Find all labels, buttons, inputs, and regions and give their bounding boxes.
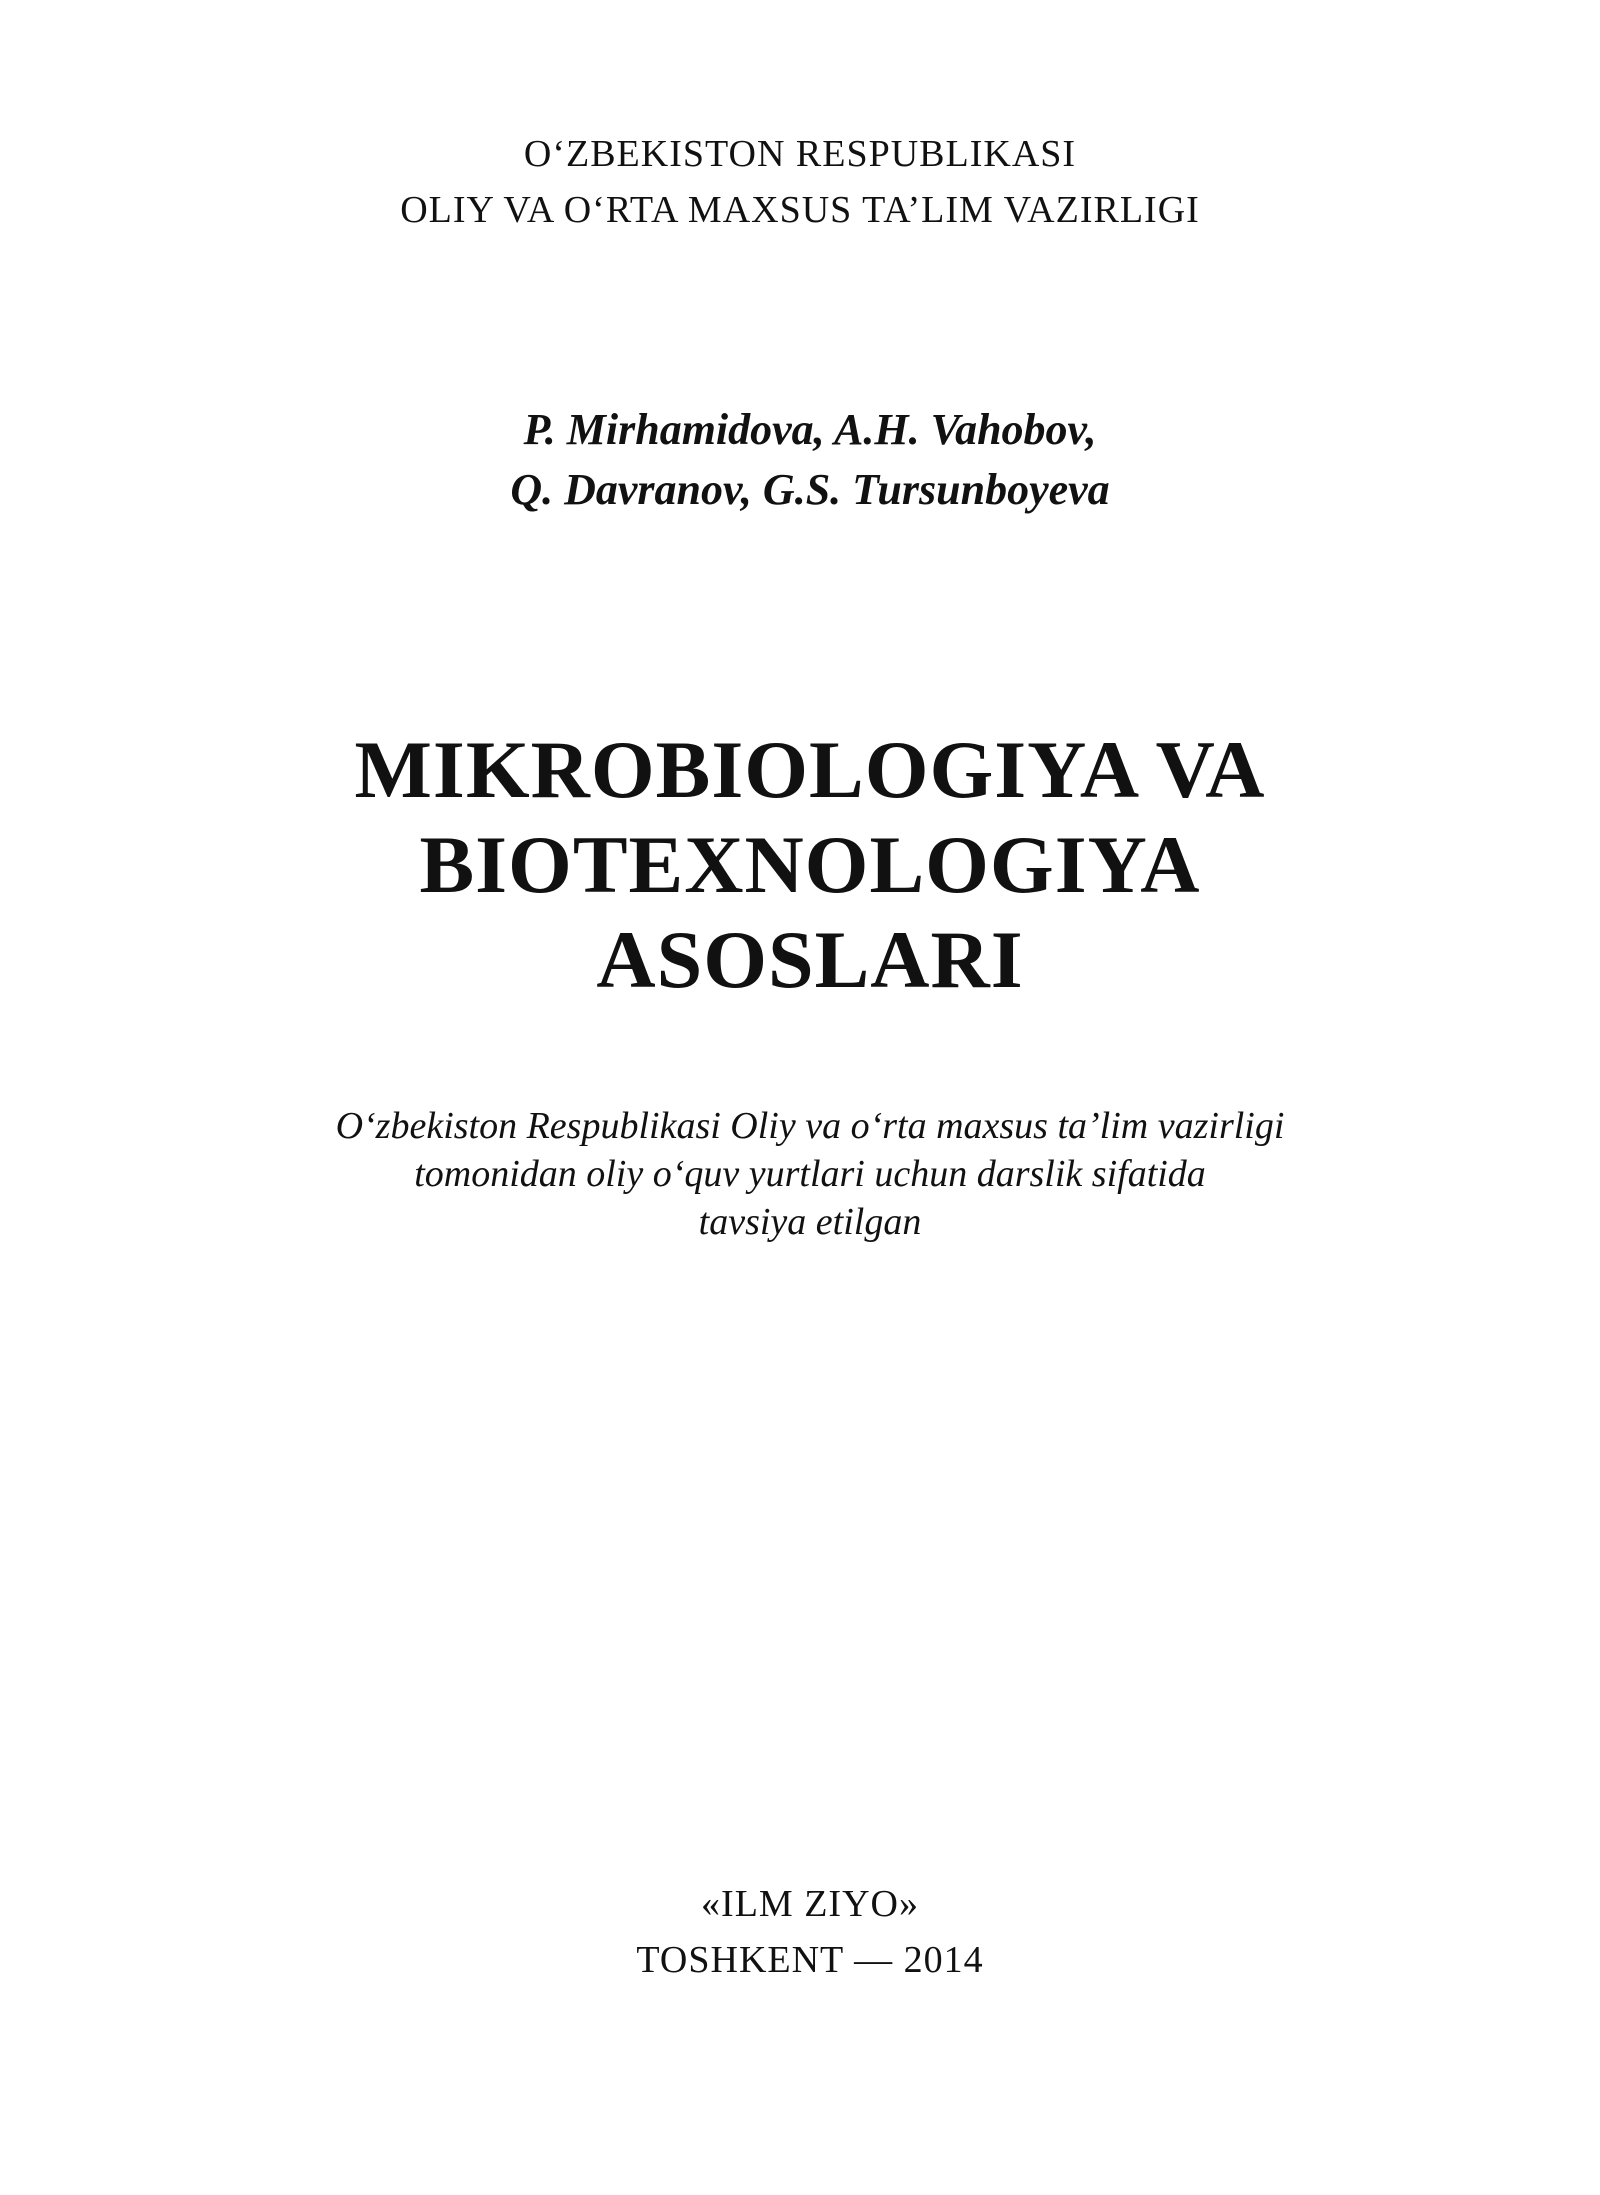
recommendation-line-1: O‘zbekiston Respublikasi Oliy va o‘rta maxsus ta’lim vazirligi: [335, 1105, 1285, 1147]
recommendation-line-2: tomonidan oliy o‘quv yurtlari uchun darslik sifatida: [414, 1153, 1206, 1195]
authors-line-2: Q. Davranov, G.S. Tursunboyeva: [510, 465, 1110, 514]
book-title: [0, 722, 1600, 1007]
ministry-line-1: O‘ZBEKISTON RESPUBLIKASI: [523, 133, 1077, 175]
publisher-name: «ILM ZIYO»: [701, 1883, 919, 1925]
recommendation-line-3: tavsiya etilgan: [698, 1201, 922, 1243]
book-title-line-2: BIOTEXNOLOGIYA: [419, 819, 1201, 910]
book-title-line-1: MIKROBIOLOGIYA VA: [354, 724, 1266, 815]
book-title-line-3: ASOSLARI: [596, 914, 1024, 1005]
ministry-line-2: OLIY VA O‘RTA MAXSUS TA’LIM VAZIRLIGI: [400, 189, 1200, 231]
authors-line-1: P. Mirhamidova, A.H. Vahobov,: [523, 405, 1097, 454]
publisher-city-year: TOSHKENT — 2014: [636, 1939, 984, 1981]
recommendation-note: [0, 1102, 1600, 1246]
publisher-info: [0, 1876, 1600, 1988]
ministry-header: [0, 126, 1600, 238]
authors: [0, 400, 1600, 520]
